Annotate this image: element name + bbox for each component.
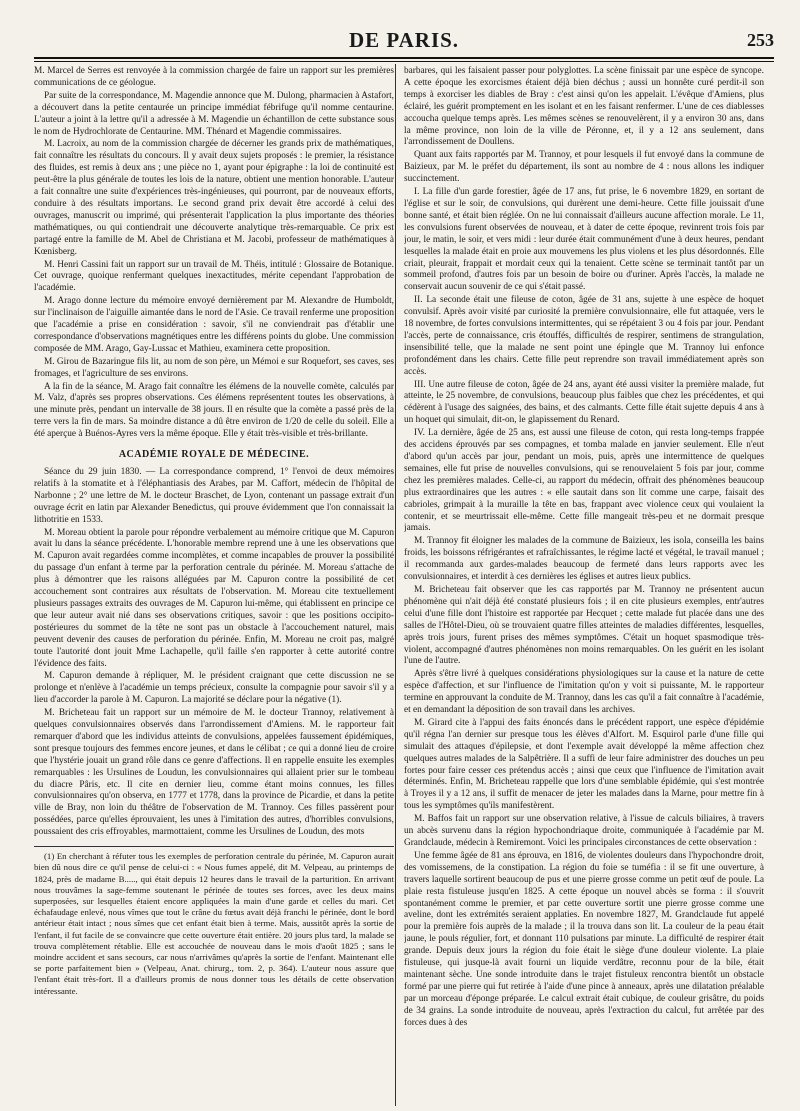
- paragraph: M. Arago donne lecture du mémoire envoyé dernièrement par M. Alexandre de Humboldt, sur l'inclinaison de l'aiguille aimantée dans le nord de l'Asie. Ce travail renferme une proposition que l'académie a prise en considération : savoir, s'il ne conviendrait pas d'établir une correspondance d'observations magnétiques entre les différens points du globe. Une commission composée de MM. Arago, Gay-Lussac et Mathieu, examinera cette proposition.: [34, 296, 394, 354]
- header-rule: [34, 57, 774, 59]
- paragraph: M. Girard cite à l'appui des faits énoncés dans le précédent rapport, une espèce d'épidémie qu'il régna l'an dernier sur presque tous les élèves d'Alfort. M. Esquirol parle d'une fille qui simulait des attaques d'épilepsie, et dont l'exemple avait développé la même affection chez quelques autres malades de la Salpêtrière. Il a suffi de leur faire administrer des douches un peu fortes pour faire cesser ces prétendus accès ; ainsi que ceux que l'influence de l'imitation avait déterminés. Enfin, M. Bricheteau rappelle que lors d'une semblable épidémie, qui s'est montrée à Troyes il y a 12 ans, il suffit de menacer de jeter les malades dans la Marne, pour mettre fin à tous les symptômes qu'ils manifestèrent.: [404, 717, 764, 812]
- paragraph: III. Une autre fileuse de coton, âgée de 24 ans, ayant été aussi visiter la première malade, fut atteinte, le 25 novembre, de convulsions, beaucoup plus faibles que chez les précédentes, et qui cédèrent à l'usage des saignées, des bains, et des calmants. Cette fille était sujette depuis 4 ans à un hoquet qui simulait, dit-on, le glapissement du Renard.: [404, 379, 764, 426]
- page-number: 253: [747, 30, 774, 50]
- right-column: [404, 66, 764, 1106]
- left-column: [34, 66, 394, 1106]
- paragraph: Après s'être livré à quelques considérations physiologiques sur la cause et la nature de cette espèce d'affection, et sur l'influence de l'imitation qu'on y voit si puissante, M. le rapporteur termine en approuvant la conduite de M. Trannoy, dans les cas qu'il a fait connaître à l'académie, et en demandant la déposition de son travail dans les archives.: [404, 669, 764, 716]
- paragraph: IV. La dernière, âgée de 25 ans, est aussi une fileuse de coton, qui resta long-temps frappée des accidens éprouvés par ses compagnes, et tomba malade en janvier seulement. Elle n'eut d'abord qu'un accès par jour, pendant un mois, puis, après une intermittence de quelques semaines, elle fut prise de nouvelles convulsions, qui se renouvelaient 5 fois par jour, comme chez les premières malades. Celle-ci, au rapport du médecin, offrait des phénomènes beaucoup plus extraordinaires que les autres : « elle sautait dans son lit comme une carpe, faisait des cabrioles, grimpait à la muraille la tête en bas, frappant avec violence ceux qui voulaient la contenir, et se meurtrissait elle-même. Cette fille mangeait très-peu et ne dormait presque jamais.: [404, 428, 764, 534]
- page-header: [34, 28, 774, 56]
- paragraph: barbares, qui les faisaient passer pour polyglottes. La scène finissait par une espèce de syncope. A cette époque les exorcismes étaient déjà bien déchus ; aussi un honnête curé perdit-il son temps à exorciser les diables de Bray : c'est ainsi qu'on les appelait. L'évêque d'Amiens, plus éclairé, les guérit promptement en les isolant et en les faisant renfermer. L'une de ces diablesses accoucha quelque temps après. Les mêmes scènes se renouvelèrent, il y a environ 30 ans, dans la même province, non loin de la ville de Péronne, et, il y a 12 ans seulement, dans l'arrondissement de Doullens.: [404, 66, 764, 148]
- paragraph: M. Bricheteau fait observer que les cas rapportés par M. Trannoy ne présentent aucun phénomène qui n'ait déjà été constaté plusieurs fois ; il en cite plusieurs exemples, entr'autres celui d'une fille dont l'histoire est rapportée par Hecquet ; cette malade fut placée dans une des salles de l'Hôtel-Dieu, où se trouvaient quatre filles atteintes de maladies différentes, lesquelles, après trois jours, furent prises des mêmes symptômes. C'était un hoquet spasmodique très-violent, accompagné d'autres phénomènes non moins remarquables. On les guérit en les isolant l'une de l'autre.: [404, 584, 764, 667]
- paragraph: M. Capuron demande à répliquer, M. le président craignant que cette discussion ne se prolonge et n'enlève à l'académie un temps précieux, consulte la compagnie pour savoir s'il y a lieu d'accorder la parole à M. Capuron. La majorité se déclare pour la négative (1).: [34, 671, 394, 706]
- paragraph: II. La seconde était une fileuse de coton, âgée de 31 ans, sujette à une espèce de hoquet convulsif. Après avoir visité par curiosité la première convulsionnaire, elle fut attaquée, vers le 18 novembre, de fortes convulsions intermittentes, qui se répétaient 3 ou 4 fois par jour. Pendant l'accès, perte de connaissance, cris étouffés, difficultés de respirer, sentimens de strangulation, insensibilité telle, que la malade ne sent point une épingle que M. Trannoy lui enfonce profondément dans les chairs. Cette fille peut reprendre son travail immédiatement après son accès.: [404, 295, 764, 377]
- footnote: (1) En cherchant à réfuter tous les exemples de perforation centrale du périnée, M. Capuron aurait bien dû nous dire ce qu'il pense de celui-ci : « Nous fumes appelé, dit M. Velpeau, au printemps de 1824, près de madame B....., qui était depuis 12 heures dans le travail de la parturition. En arrivant nous trouvâmes la sage-femme soutenant le périnée de toutes ses forces, avec les deux mains superposées, sur lesquelles étaient encore appliquées la main d'une garde et celles du mari. Cet échafaudage enlevé, nous vîmes que tout le crâne du fœtus avait déjà franchi le périnée, dont le bord antérieur était intact ; nous sîmes que cet enfant était bien à terme. Mais, aussitôt après la sortie de l'enfant, il fut facile de se convaincre que cette ouverture était entière. 20 jours plus tard, la malade se trouva complètement rétablie. Elle est accouchée de nouveau dans le mois d'août 1825 ; sans le moindre accident et sans secours, car nous n'arrivâmes qu'après la sortie de l'enfant. Maintenant elle se porte parfaitement bien » (Velpeau, Anat. chirurg., tom. 2, p. 364). L'auteur nous assure que l'enfant était très-fort. Il a d'ailleurs promis de nous donner tous les détails de cette observation intéressante.: [34, 851, 394, 996]
- paragraph: M. Baffos fait un rapport sur une observation relative, à l'issue de calculs biliaires, à travers un abcès survenu dans la région hypochondriaque droite, communiquée à l'académie par M. Grandclaude, médecin à Remiremont. Voici les principales circonstances de cette observation :: [404, 814, 764, 848]
- paragraph: I. La fille d'un garde forestier, âgée de 17 ans, fut prise, le 6 novembre 1829, en sortant de l'église et sur le soir, de convulsions, qui durèrent une demi-heure. Cette fille jouissait d'une bonne santé, et était bien réglée. On ne lui connaissait d'ailleurs aucune affection morale. Le 11, les convulsions furent observées de nouveau, et à dater de cette époque, revinrent trois fois par jour, le matin, le soir, et vers midi : leur durée était communément d'une à deux heures, pendant lesquelles la malade était en proie aux mouvemens les plus violens et les plus désordonnés. Elle criait, pleurait, frappait et mordait ceux qui la tenaient. Cette scène se terminait tantôt par un sommeil profond, d'autres fois par un besoin de boire ou d'uriner. Après l'accès, la malade ne conservait aucun souvenir de ce qui s'était passé.: [404, 187, 764, 293]
- section-title: ACADÉMIE ROYALE DE MÉDECINE.: [118, 449, 310, 461]
- paragraph: M. Girou de Bazaringue fils lit, au nom de son père, un Mémoi e sur Roquefort, ses caves, ses fromages, et l'agriculture de ses environs.: [34, 356, 394, 379]
- paragraph: Séance du 29 juin 1830. — La correspondance comprend, 1° l'envoi de deux mémoires relatifs à la stomatite et à l'éléphantiasis des Arabes, par M. Caffort, médecin de l'hôpital de Narbonne ; 2° une lettre de M. le docteur Braschet, de Lyon, contenant un passage extrait d'un ouvrage écrit en latin par Alexander Benedictus, qui prouve évidemment que l'on connaissait la lithotritie en 1533.: [34, 467, 394, 525]
- paragraph: Par suite de la correspondance, M. Magendie annonce que M. Dulong, pharmacien à Astafort, a découvert dans la petite centaurée un principe immédiat fébrifuge qu'il nomme centaurine. L'auteur a joint à la lettre qu'il a adressée à M. Magendie un échantillon de cette substance sous le nom de Hydrochlorate de Centaurine. MM. Thénard et Magendie commissaires.: [34, 90, 394, 137]
- running-title: DE PARIS.: [348, 28, 460, 52]
- paragraph: M. Trannoy fit éloigner les malades de la commune de Baizieux, les isola, conseilla les bains froids, les boissons réfrigérantes et rafraîchissantes, le régime lacté et végétal, le travail manuel ; il recommanda aux gardes-malades beaucoup de fermeté dans leurs rapports avec les convulsionnaires, et interdit à ces dernières les églises et autres lieux publics.: [404, 536, 764, 583]
- paragraph: M. Moreau obtient la parole pour répondre verbalement au mémoire critique que M. Capuron avait lu dans la séance précédente. L'honorable membre reprend une à une les observations que M. Capuron avait regardées comme incomplètes, et comme incapables de prouver la possibilité du passage d'un enfant à terme par la perforation centrale du périnée. M. Moreau s'attache de plus à démontrer que les raisons alléguées par M. Capuron contre la possibilité de cet accouchement sont contraires aux résultats de l'observation. M. Moreau cite textuellement plusieurs passages extraits des ouvrages de M. Capuron lui-même, qui établissent en principe ce que leur auteur avait nié dans ses observations critiques, savoir : que les positions occipito-postérieures du sommet de la tête ne sont pas un obstacle à l'accouchement naturel, mais peuvent devenir des causes de perforation du périnée. Enfin, M. Moreau ne croit pas, malgré toute l'autorité dont jouit Mme Lachapelle, qu'il faille s'en rapporter à cette autorité contre l'évidence des faits.: [34, 527, 394, 669]
- column-divider: [395, 64, 396, 1106]
- paragraph: A la fin de la séance, M. Arago fait connaître les élémens de la nouvelle comète, calculés par M. Valz, d'après ses propres observations. Ces élémens représentent toutes les observations, à une minute près, pendant un intervalle de 38 jours. Il en résulte que la comète a passé près de la terre vers la fin de mars. Sa moindre distance a dû être environ de 1/20 de celle du soleil. Elle a été aperçue à Buénos-Ayres vers la même époque. Elle y était très-visible et très-brillante.: [34, 381, 394, 440]
- paragraph: M. Lacroix, au nom de la commission chargée de décerner les grands prix de mathématiques, fait connaître les résultats du concours. Il y avait deux sujets proposés : le premier, la résistance des fluides, est remis à deux ans ; une pièce no 1, ayant pour épigraphe : la loi de continuité est peut-être la plus générale de toutes les lois de la nature, obtient une mention honorable. L'auteur a fait connaître une suite d'expériences très-ingénieuses, qui pourront, par de nouveaux efforts, conduire à des résultats importans. Le second grand prix devait être accordé à celui des ouvrages, manuscrit ou imprimé, qui présenterait l'application la plus importante des théories mathématiques, ou qui contiendrait une découverte analytique très-remarquable. Ce prix est partagé entre la famille de M. Abel de Christiana et M. Jacobi, professeur de mathématiques à Kœnisberg.: [34, 139, 394, 257]
- paragraph: M. Henri Cassini fait un rapport sur un travail de M. Théis, intitulé : Glossaire de Botanique. Cet ouvrage, quoique renfermant quelques inexactitudes, mérite cependant l'approbation de l'académie.: [34, 259, 394, 294]
- header-rule-thin: [34, 61, 774, 62]
- paragraph: Une femme âgée de 81 ans éprouva, en 1816, de violentes douleurs dans l'hypochondre droit, des vomissemens, de la constipation. La région du foie se tuméfia : il se fit une ouverture, à travers laquelle sortirent beaucoup de pus et une pierre grosse comme un petit œuf de poule. La plaie resta fistuleuse jusqu'en 1825. A cette époque un nouvel abcès se forma : il s'ouvrit spontanément comme le premier, et par cette ouverture sortit une pierre grosse comme une aveline, dont les extrémités seraient applaties. En novembre 1827, M. Grandclaude fut appelé pour la première fois auprès de la malade ; il la trouva dans son lit. La couleur de la peau était jaune, le pouls régulier, fort, et donnant 110 pulsations par minute. La difficulté de respirer était grande. Depuis deux jours la région du foie était le siège d'une douleur violente. La plaie fistuleuse, qui jusque-là avait fourni un liquide verdâtre, reconnu pour de la bile, était maintenant sèche. Une sonde introduite dans le trajet fistuleux rencontra bientôt un obstacle formé par une pierre qui fut retirée à l'aide d'une pince à anneaux, après une dilatation préalable par un morceau d'éponge préparée. Le calcul extrait était cubique, de couleur grisâtre, du poids de 34 grains. La sonde introduite de nouveau, après l'extraction du calcul, fut arrêtée par des forces dues à des: [404, 850, 764, 1028]
- footnote-rule: [34, 846, 394, 847]
- paragraph: M. Marcel de Serres est renvoyée à la commission chargée de faire un rapport sur les premières communications de ce géologue.: [34, 66, 394, 88]
- paragraph: M. Bricheteau fait un rapport sur un mémoire de M. le docteur Trannoy, relativement à quelques convulsionnaires observés dans l'arrondissement d'Amiens. M. le rapporteur fait remarquer d'abord que les individus atteints de convulsions, appelées faussement épidémiques, sont presque toujours des femmes encore jeunes, et dans le célibat ; ce qui a donné lieu de croire que l'hystérie jouait un grand rôle dans ce genre d'affections. Il en rappelle ensuite les exemples remarquables : les Ursulines de Loudun, les convulsionnaires qui allaient prier sur le tombeau du diacre Pâris, etc. Il cite en dernier lieu, comme étant moins connues, les filles convulsionnaires qu'on observa, en 1777 et 1778, dans la province de Picardie, et dans la petite ville de Bray, non loin du théâtre de l'observation de M. Trannoy. Ces filles passèrent pour possédées, parce qu'elles éprouvaient, les unes à l'imitation des autres, d'horribles convulsions, poussaient des cris effroyables, marmottaient, comme les Ursulines de Loudun, des mots: [34, 708, 394, 838]
- paragraph: Quant aux faits rapportés par M. Trannoy, et pour lesquels il fut envoyé dans la commune de Baizieux, par M. le préfet du département, ils sont au nombre de 4 : nous allons les indiquer succinctement.: [404, 150, 764, 185]
